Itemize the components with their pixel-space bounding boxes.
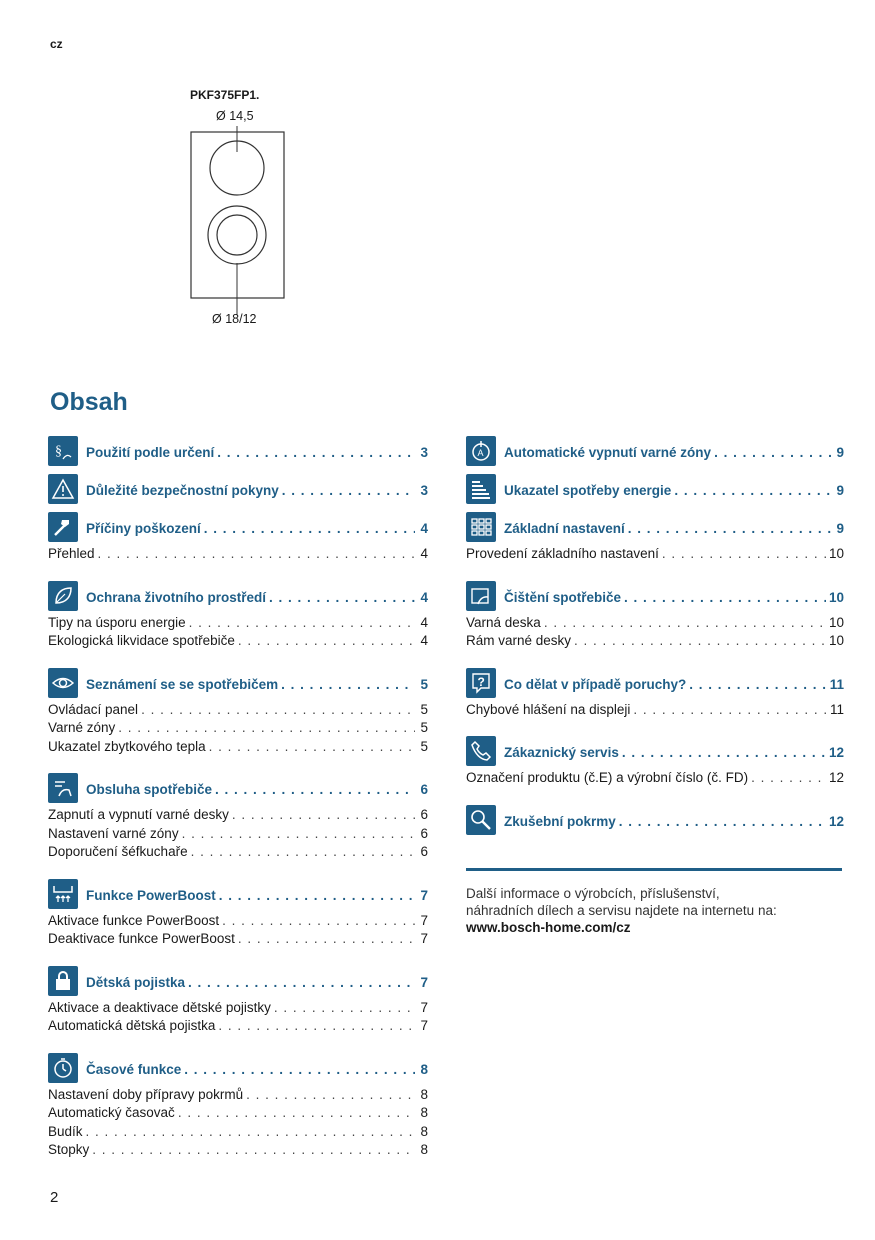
auto-off-icon <box>466 436 496 466</box>
timer-icon <box>48 1053 78 1083</box>
svg-text:A: A <box>477 448 484 458</box>
toc-section <box>466 512 844 565</box>
warning-icon <box>48 474 78 504</box>
phone-icon <box>466 736 496 766</box>
svg-text:?: ? <box>477 674 485 689</box>
toc-heading-link[interactable]: Důležité bezpečnostní pokyny . . . 3 <box>86 483 428 498</box>
toc-heading-link[interactable]: Automatické vypnutí varné zóny . . . 9 <box>504 445 844 460</box>
toc-entry[interactable]: Aktivace a deaktivace dětské pojistky . . . 7 <box>48 1000 428 1019</box>
toc-left-column <box>48 436 428 1161</box>
toc-section <box>48 474 428 508</box>
toc-heading-link[interactable]: Použití podle určení . . . 3 <box>86 445 428 460</box>
toc-entry[interactable]: Deaktivace funkce PowerBoost . . . 7 <box>48 931 428 950</box>
toc-entry[interactable]: Automatická dětská pojistka . . . 7 <box>48 1018 428 1037</box>
toc-section <box>466 436 844 470</box>
toc-heading-link[interactable]: Ukazatel spotřeby energie . . . 9 <box>504 483 844 498</box>
info-line: náhradních dílech a servisu najdete na internetu na: <box>466 903 777 918</box>
toc-entry[interactable]: Doporučení šéfkuchaře . . . 6 <box>48 844 428 863</box>
toc-entry[interactable]: Tipy na úsporu energie . . . 4 <box>48 615 428 634</box>
toc-entry[interactable]: Provedení základního nastavení . . . 10 <box>466 546 844 565</box>
toc-entry[interactable]: Ukazatel zbytkového tepla . . . 5 <box>48 739 428 758</box>
toc-section <box>48 668 428 758</box>
model-number: PKF375FP1. <box>190 88 260 102</box>
leaf-icon <box>48 581 78 611</box>
lock-icon <box>48 966 78 996</box>
more-info-text <box>466 885 846 936</box>
toc-entry[interactable]: Chybové hlášení na displeji . . . 11 <box>466 702 844 721</box>
svg-text:§: § <box>55 444 62 459</box>
operation-icon <box>48 773 78 803</box>
toc-heading-link[interactable]: Základní nastavení . . . 9 <box>504 521 844 536</box>
toc-heading-link[interactable]: Co dělat v případě poruchy? . . . 11 <box>504 677 844 692</box>
magnifier-icon <box>466 805 496 835</box>
cleaning-icon <box>466 581 496 611</box>
toc-entry[interactable]: Ekologická likvidace spotřebiče . . . 4 <box>48 633 428 652</box>
toc-section <box>48 1053 428 1161</box>
diameter-top-label: Ø 14,5 <box>216 109 254 123</box>
toc-entry[interactable]: Nastavení doby přípravy pokrmů . . . 8 <box>48 1087 428 1106</box>
toc-section <box>466 474 844 508</box>
toc-heading-link[interactable]: Zákaznický servis . . . 12 <box>504 745 844 760</box>
toc-entry[interactable]: Stopky . . . 8 <box>48 1142 428 1161</box>
toc-heading-link[interactable]: Obsluha spotřebiče . . . 6 <box>86 782 428 797</box>
energy-icon <box>466 474 496 504</box>
question-icon <box>466 668 496 698</box>
toc-entry[interactable]: Zapnutí a vypnutí varné desky . . . 6 <box>48 807 428 826</box>
toc-entry[interactable]: Budík . . . 8 <box>48 1124 428 1143</box>
website-link[interactable]: www.bosch-home.com/cz <box>466 920 631 935</box>
page-number: 2 <box>50 1189 59 1206</box>
toc-entry[interactable]: Aktivace funkce PowerBoost . . . 7 <box>48 913 428 932</box>
damage-icon <box>48 512 78 542</box>
toc-heading-link[interactable]: Příčiny poškození . . . 4 <box>86 521 428 536</box>
toc-right-column <box>466 436 844 843</box>
toc-heading-link[interactable]: Seznámení se se spotřebičem . . . 5 <box>86 677 428 692</box>
language-code: cz <box>50 37 63 51</box>
toc-entry[interactable]: Označení produktu (č.E) a výrobní číslo (č. FD) . . . 12 <box>466 770 844 789</box>
toc-heading-link[interactable]: Funkce PowerBoost . . . 7 <box>86 888 428 903</box>
settings-grid-icon <box>466 512 496 542</box>
info-line: Další informace o výrobcích, příslušenství, <box>466 886 720 901</box>
toc-entry[interactable]: Ovládací panel . . . 5 <box>48 702 428 721</box>
page-title: Obsah <box>50 388 128 416</box>
toc-section <box>466 736 844 789</box>
toc-entry[interactable]: Nastavení varné zóny . . . 6 <box>48 826 428 845</box>
toc-section <box>48 581 428 652</box>
eye-icon <box>48 668 78 698</box>
toc-entry[interactable]: Přehled . . . 4 <box>48 546 428 565</box>
intended-use-icon <box>48 436 78 466</box>
toc-section <box>48 436 428 470</box>
toc-section <box>48 512 428 565</box>
powerboost-icon <box>48 879 78 909</box>
toc-entry[interactable]: Automatický časovač . . . 8 <box>48 1105 428 1124</box>
toc-heading-link[interactable]: Časové funkce . . . 8 <box>86 1062 428 1077</box>
toc-entry[interactable]: Rám varné desky . . . 10 <box>466 633 844 652</box>
divider <box>466 868 842 871</box>
toc-section <box>466 805 844 839</box>
toc-entry[interactable]: Varné zóny . . . 5 <box>48 720 428 739</box>
toc-heading-link[interactable]: Dětská pojistka . . . 7 <box>86 975 428 990</box>
toc-entry[interactable]: Varná deska . . . 10 <box>466 615 844 634</box>
toc-section <box>48 879 428 950</box>
hob-diagram <box>180 120 300 320</box>
toc-section <box>466 668 844 721</box>
toc-heading-link[interactable]: Ochrana životního prostředí . . . 4 <box>86 590 428 605</box>
toc-section <box>48 773 428 863</box>
diameter-bottom-label: Ø 18/12 <box>212 312 257 326</box>
toc-heading-link[interactable]: Čištění spotřebiče . . . 10 <box>504 590 844 605</box>
toc-section <box>48 966 428 1037</box>
toc-heading-link[interactable]: Zkušební pokrmy . . . 12 <box>504 814 844 829</box>
toc-section <box>466 581 844 652</box>
